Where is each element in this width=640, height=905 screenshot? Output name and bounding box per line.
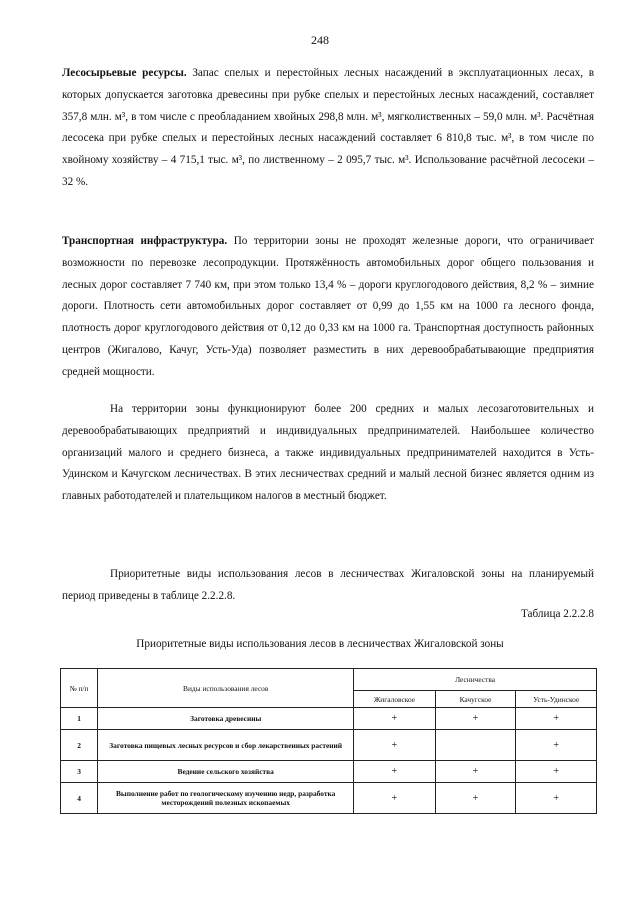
- cell-mark: +: [516, 708, 597, 730]
- row-kind: Заготовка пищевых лесных ресурсов и сбор лекарственных растений: [98, 730, 354, 761]
- header-col3: Усть-Удинское: [516, 691, 597, 708]
- paragraph-heading-transport: Транспортная инфраструктура.: [62, 235, 228, 247]
- cell-mark: +: [354, 761, 435, 783]
- row-kind: Выполнение работ по геологическому изучению недр, разработка месторождений полезных ископаемых: [98, 783, 354, 814]
- row-num: 3: [61, 761, 98, 783]
- header-kind: Виды использования лесов: [98, 669, 354, 708]
- table-label: Таблица 2.2.2.8: [520, 608, 594, 620]
- row-num: 2: [61, 730, 98, 761]
- cell-mark: +: [354, 708, 435, 730]
- cell-mark: +: [435, 708, 516, 730]
- forest-use-table: [60, 668, 597, 814]
- header-group: Лесничества: [354, 669, 597, 691]
- paragraph-transport: [62, 231, 594, 384]
- table-row: [61, 730, 597, 761]
- table-row: [61, 708, 597, 730]
- cell-mark: +: [435, 783, 516, 814]
- paragraph-text-transport: По территории зоны не проходят железные дороги, что ограничивает возможности по перевозке лесопродукции. Протяжённость автомобильных дорог общего пользования и лесных дорог составляет 7 740 км, при этом только 13,4 % – дороги круглогодового действия, 8,2 % – зимние дороги. Плотность сети автомобильных дорог составляет от 0,99 до 1,55 км на 1000 га лесного фонда, плотность дорог круглогодового действия от 0,12 до 0,33 км на 1000 га. Транспортная доступность районных центров (Жигалово, Качуг, Усть-Уда) позволяет разместить в них деревообрабатывающие предприятия средней мощности.: [62, 235, 594, 378]
- table-row: [61, 783, 597, 814]
- paragraph-text-timber: Запас спелых и перестойных лесных насаждений в эксплуатационных лесах, в которых допускается заготовка древесины при рубке спелых и перестойных лесных насаждений, составляет 357,8 млн. м³, в том числе с преобладанием хвойных 298,8 млн. м³, мягколиственных – 59,0 млн. м³. Расчётная лесосека при рубке спелых и перестойных лесных насаждений составляет 6 810,8 тыс. м³, в том числе по хвойному хозяйству – 4 715,1 тыс. м³, по лиственному – 2 095,7 тыс. м³. Использование расчётной лесосеки – 32 %.: [62, 67, 595, 188]
- table-header-row: [61, 669, 597, 691]
- row-kind: Заготовка древесины: [98, 708, 354, 730]
- cell-mark: +: [354, 730, 435, 761]
- header-col2: Качугское: [435, 691, 516, 708]
- paragraph-business: На территории зоны функционируют более 200 средних и малых лесозаготовительных и деревообрабатывающих предприятий и индивидуальных предпринимателей. Наибольшее количество организаций малого и среднего бизнеса, а также индивидуальных предпринимателей находится в Усть-Удинском и Качугском лесничествах. В этих лесничествах средний и малый лесной бизнес является одним из главных работодателей и плательщиком налогов в местный бюджет.: [62, 403, 594, 503]
- table-row: [61, 761, 597, 783]
- cell-mark: +: [516, 761, 597, 783]
- cell-mark: +: [516, 730, 597, 761]
- paragraph-timber-resources: [62, 63, 594, 194]
- paragraph-table-intro: Приоритетные виды использования лесов в лесничествах Жигаловской зоны на планируемый период приведены в таблице 2.2.2.8.: [62, 568, 594, 602]
- cell-mark: [435, 730, 516, 761]
- table-caption: Приоритетные виды использования лесов в лесничествах Жигаловской зоны: [136, 638, 504, 650]
- header-num: № п/п: [61, 669, 98, 708]
- page-number: 248: [311, 33, 329, 47]
- row-num: 1: [61, 708, 98, 730]
- row-kind: Ведение сельского хозяйства: [98, 761, 354, 783]
- cell-mark: +: [516, 783, 597, 814]
- header-col1: Жигаловское: [354, 691, 435, 708]
- cell-mark: +: [435, 761, 516, 783]
- cell-mark: +: [354, 783, 435, 814]
- row-num: 4: [61, 783, 98, 814]
- paragraph-heading-timber: Лесосырьевые ресурсы.: [62, 67, 187, 79]
